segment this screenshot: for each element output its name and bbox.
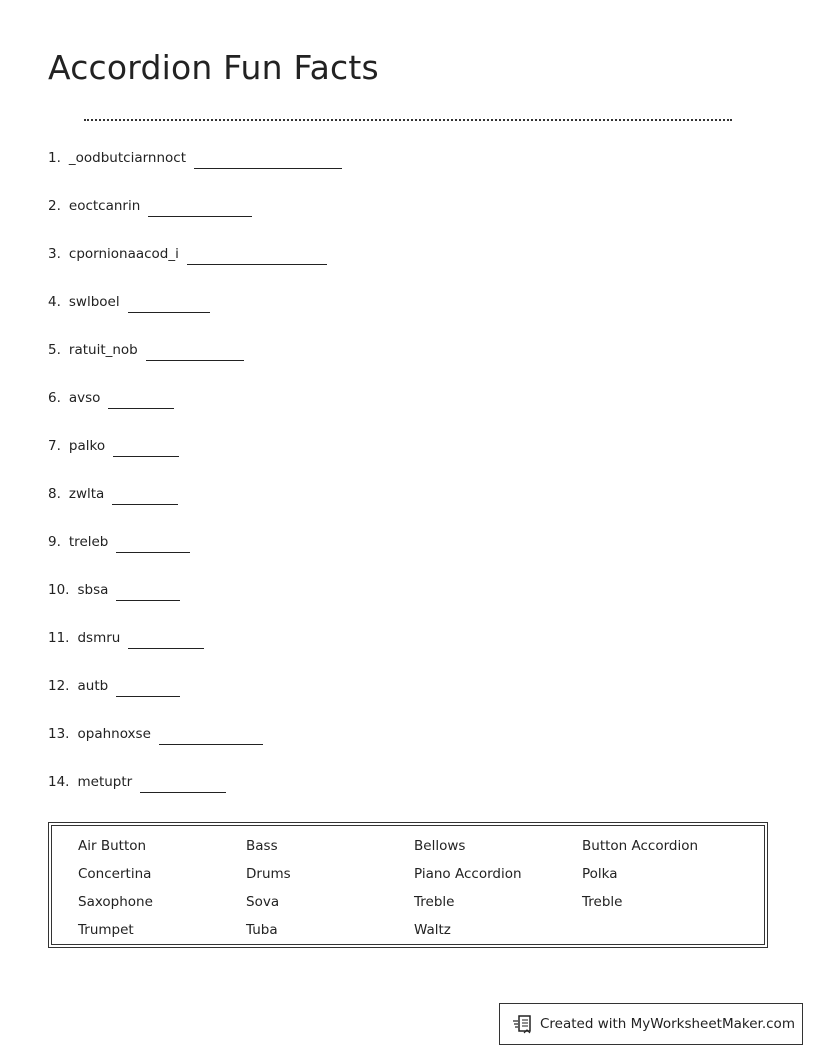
worksheet-maker-logo-icon: [512, 1013, 534, 1035]
answer-blank[interactable]: [116, 532, 190, 553]
question-12: [48, 676, 342, 724]
question-number: 11.: [48, 630, 70, 646]
question-14: [48, 772, 342, 820]
question-number: 14.: [48, 774, 70, 790]
question-10: [48, 580, 342, 628]
question-2: [48, 196, 342, 244]
question-8: [48, 484, 342, 532]
answer-blank[interactable]: [128, 628, 204, 649]
word-bank-item: Saxophone: [78, 894, 153, 910]
word-bank-item: Button Accordion: [582, 838, 699, 854]
answer-blank[interactable]: [128, 292, 210, 313]
scrambled-word: _oodbutciarnnoct: [68, 150, 186, 166]
question-number: 10.: [48, 582, 70, 598]
question-6: [48, 388, 342, 436]
word-bank-item: Bellows: [414, 838, 466, 854]
question-11: [48, 628, 342, 676]
answer-blank[interactable]: [146, 340, 244, 361]
question-number: 5.: [48, 342, 61, 358]
answer-blank[interactable]: [116, 580, 180, 601]
scrambled-word: dsmru: [77, 630, 121, 646]
question-number: 4.: [48, 294, 61, 310]
question-7: [48, 436, 342, 484]
scrambled-word: sbsa: [77, 582, 109, 598]
answer-blank[interactable]: [148, 196, 252, 217]
answer-blank[interactable]: [113, 436, 179, 457]
scrambled-word: metuptr: [77, 774, 133, 790]
question-number: 6.: [48, 390, 61, 406]
word-bank-item: Waltz: [414, 922, 451, 938]
created-with-badge[interactable]: [499, 1003, 803, 1045]
question-4: [48, 292, 342, 340]
word-bank-item: Treble: [414, 894, 455, 910]
word-bank-grid: [78, 836, 758, 948]
word-bank-item: Concertina: [78, 866, 152, 882]
answer-blank[interactable]: [187, 244, 327, 265]
scrambled-word: avso: [68, 390, 101, 406]
question-number: 8.: [48, 486, 61, 502]
answer-blank[interactable]: [112, 484, 178, 505]
question-list: [48, 148, 342, 820]
question-number: 1.: [48, 150, 61, 166]
question-5: [48, 340, 342, 388]
word-bank-item: Polka: [582, 866, 618, 882]
answer-blank[interactable]: [140, 772, 226, 793]
scrambled-word: zwlta: [68, 486, 105, 502]
word-bank-item: Drums: [246, 866, 291, 882]
answer-blank[interactable]: [108, 388, 174, 409]
dotted-divider: [84, 119, 732, 121]
page-title: Accordion Fun Facts: [48, 48, 379, 87]
answer-blank[interactable]: [116, 676, 180, 697]
scrambled-word: treleb: [68, 534, 109, 550]
answer-blank[interactable]: [194, 148, 342, 169]
scrambled-word: opahnoxse: [77, 726, 151, 742]
question-number: 9.: [48, 534, 61, 550]
question-number: 7.: [48, 438, 61, 454]
scrambled-word: ratuit_nob: [68, 342, 138, 358]
word-bank-item: Trumpet: [78, 922, 134, 938]
question-9: [48, 532, 342, 580]
word-bank-item: Treble: [582, 894, 623, 910]
footer-text: Created with MyWorksheetMaker.com: [540, 1016, 795, 1032]
word-bank-item: Sova: [246, 894, 280, 910]
word-bank: [48, 822, 768, 948]
scrambled-word: autb: [77, 678, 109, 694]
word-bank-item: Air Button: [78, 838, 147, 854]
question-13: [48, 724, 342, 772]
answer-blank[interactable]: [159, 724, 263, 745]
word-bank-item: Bass: [246, 838, 278, 854]
question-number: 3.: [48, 246, 61, 262]
question-number: 13.: [48, 726, 70, 742]
question-number: 12.: [48, 678, 70, 694]
question-1: [48, 148, 342, 196]
word-bank-item: Piano Accordion: [414, 866, 522, 882]
word-bank-item: Tuba: [246, 922, 278, 938]
scrambled-word: palko: [68, 438, 106, 454]
scrambled-word: cpornionaacod_i: [68, 246, 179, 262]
question-3: [48, 244, 342, 292]
scrambled-word: swlboel: [68, 294, 120, 310]
scrambled-word: eoctcanrin: [68, 198, 141, 214]
question-number: 2.: [48, 198, 61, 214]
